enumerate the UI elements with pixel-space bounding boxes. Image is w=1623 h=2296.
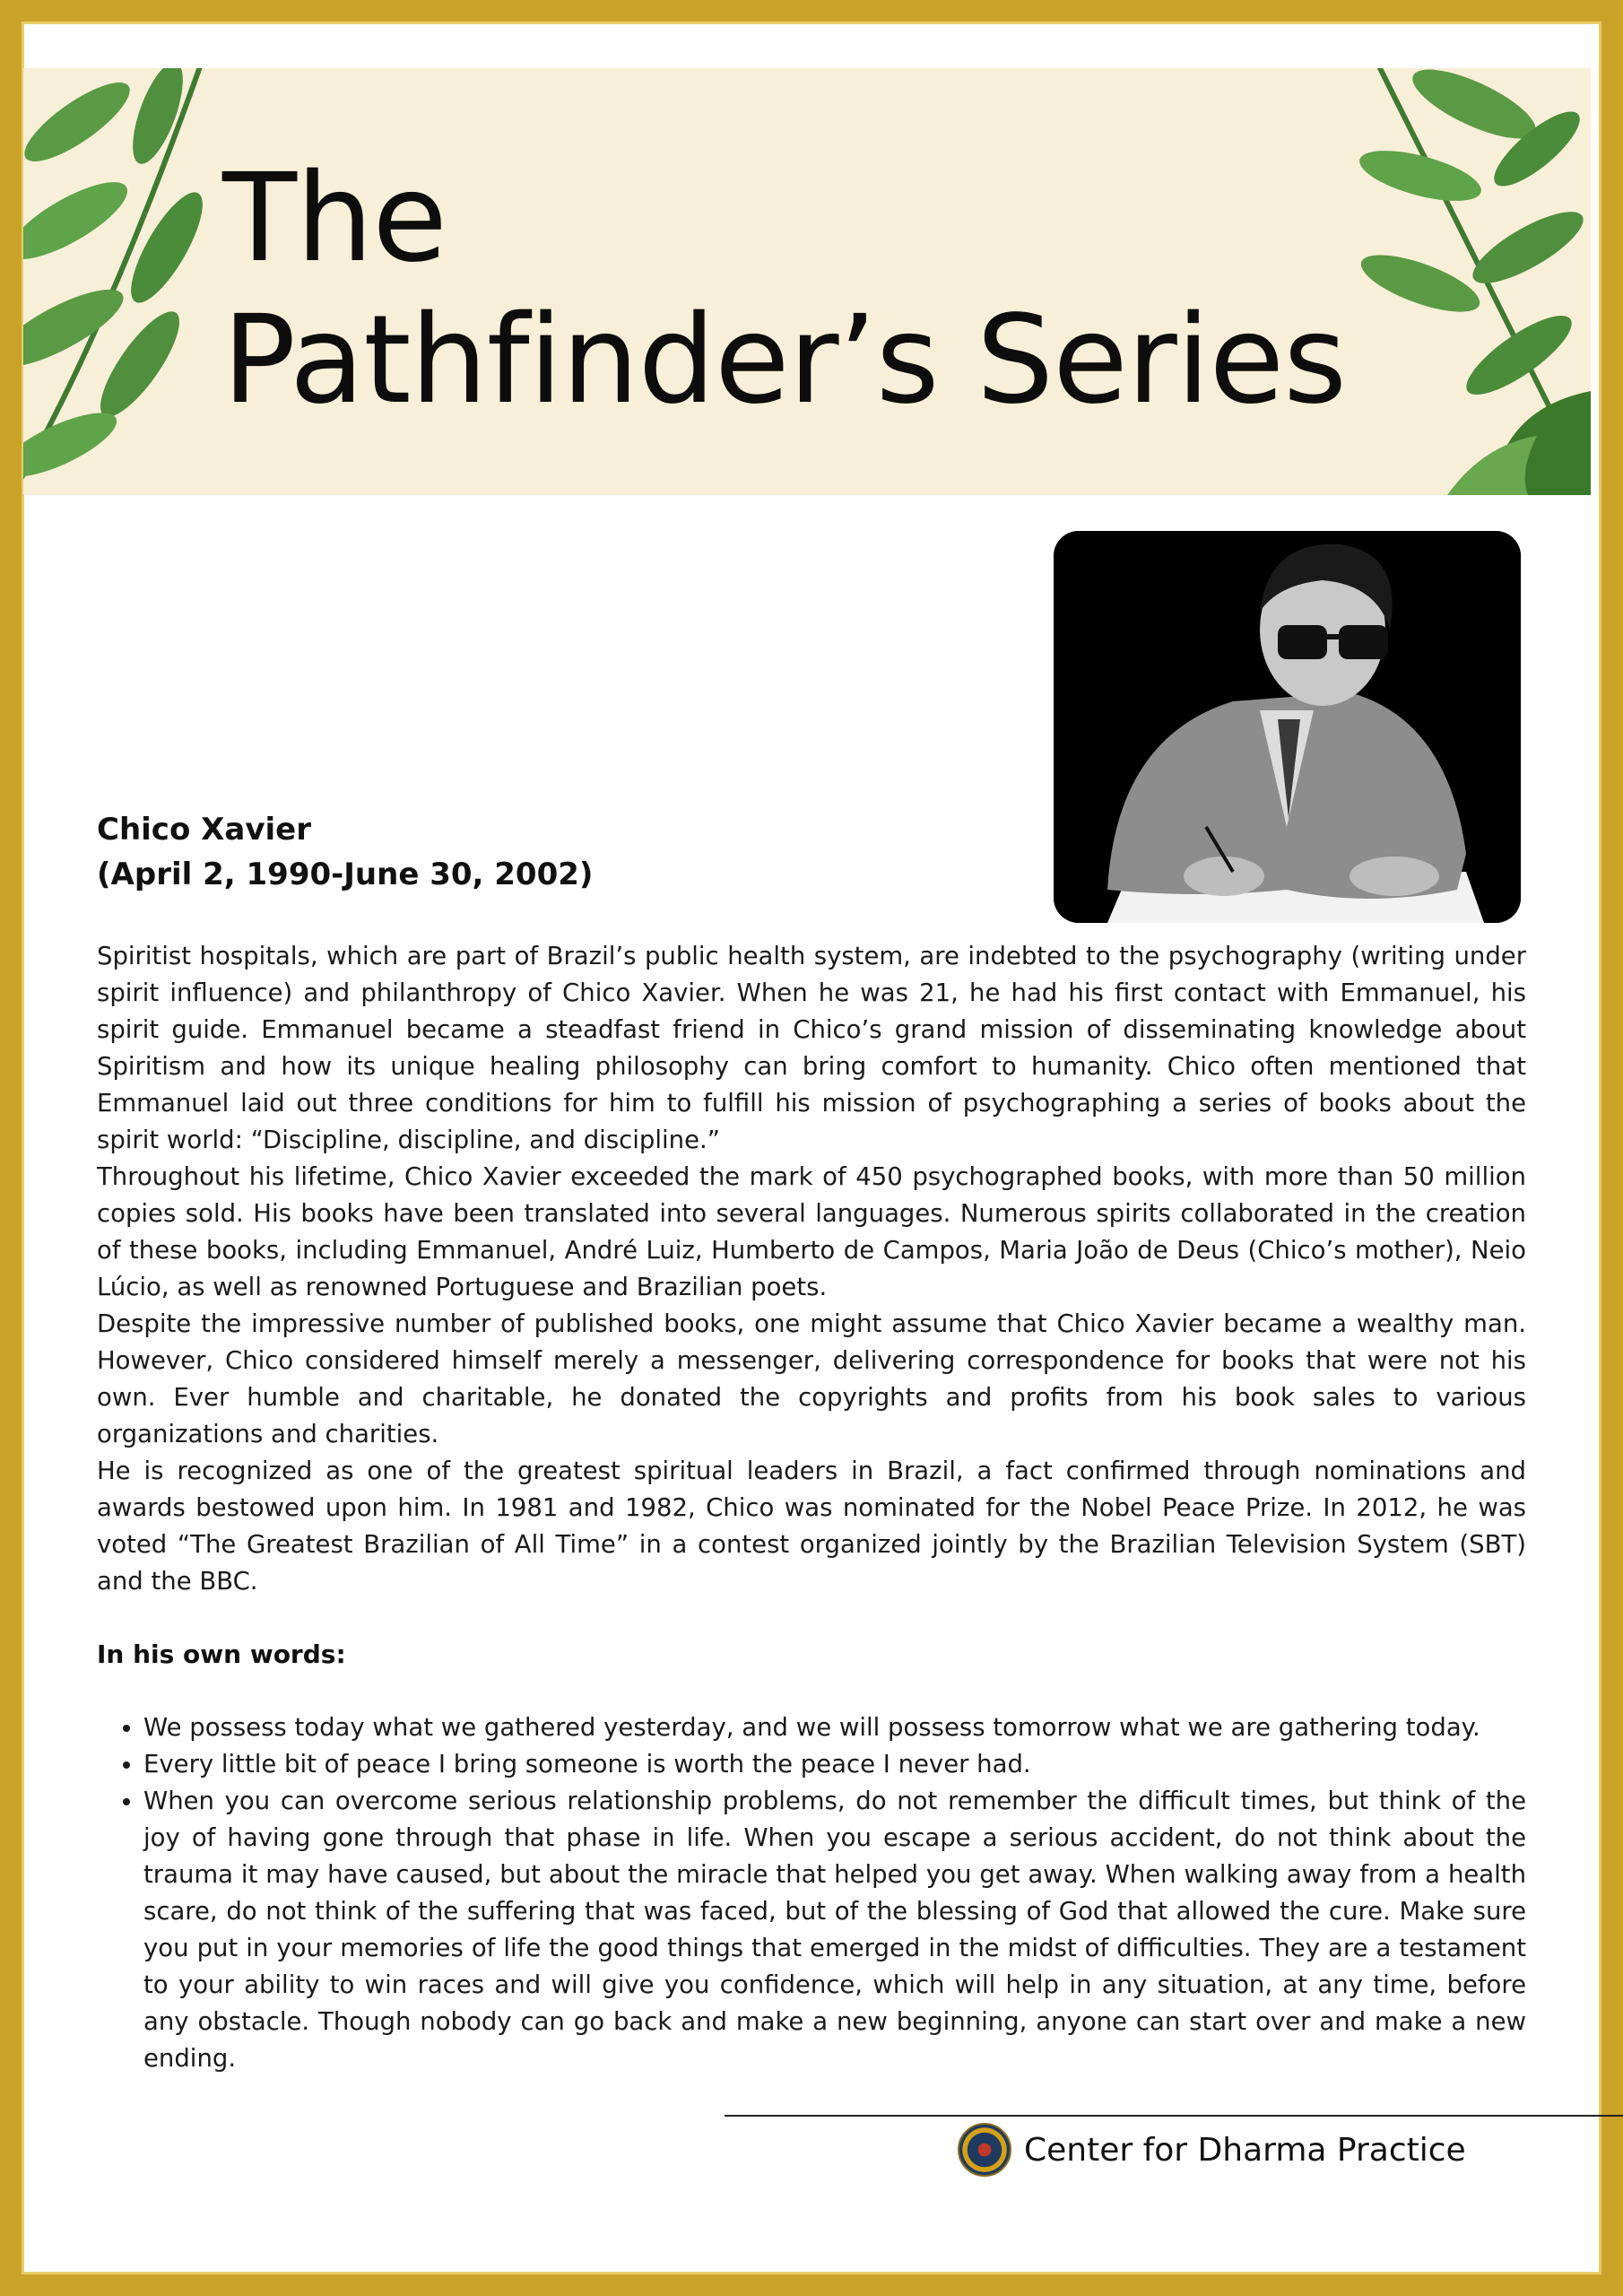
quote-item: • We possess today what we gathered yesterday, and we will possess tomorrow what we are gathering today. <box>143 1709 1526 1746</box>
banner-title-line-1: The <box>222 148 447 290</box>
person-name: Chico Xavier <box>97 812 311 848</box>
bio-paragraph: Throughout his lifetime, Chico Xavier exceeded the mark of 450 psychographed books, with more than 50 million copies sold. His books have been translated into several languages. Numerous spirits collaborated in the creation of these books, including Emmanuel, André Luiz, Humberto de Campos, Maria João de Deus (Chico’s mother), Neio Lúcio, as well as renowned Portuguese and Brazilian poets. <box>97 1162 1526 1301</box>
portrait-photo <box>1054 531 1521 923</box>
quote-item: • When you can overcome serious relationship problems, do not remember the difficult times, but think of the joy of having gone through that phase in life. When you escape a serious accident, do not think about the trauma it may have caused, but about the miracle that helped you get away. When walking away from a health scare, do not think of the suffering that was faced, but of the blessing of God that allowed the cure. Make sure you put in your memories of life the good things that emerged in the midst of difficulties. They are a testament to your ability to win races and will give you confidence, which will help in any situation, at any time, before any obstacle. Though nobody can go back and make a new beginning, anyone can start over and make a new ending. <box>143 1783 1526 2077</box>
quote-item: • Every little bit of peace I bring someone is worth the peace I never had. <box>143 1746 1526 1783</box>
header-banner <box>23 68 1591 495</box>
banner-title-line-2: Pathfinder’s Series <box>222 290 1347 431</box>
footer-brand <box>958 2118 1466 2181</box>
footer-divider <box>725 2115 1623 2117</box>
portrait-photo-icon <box>1054 531 1521 923</box>
own-words-heading: In his own words: <box>97 1639 346 1669</box>
profile-heading <box>97 807 593 897</box>
bio-paragraph: Despite the impressive number of published books, one might assume that Chico Xavier became a wealthy man. However, Chico considered himself merely a messenger, delivering correspondence for books that were not his own. Ever humble and charitable, he donated the copyrights and profits from his book sales to various organizations and charities. <box>97 1309 1526 1448</box>
quote-list <box>97 1709 1526 2077</box>
footer-org-name: Center for Dharma Practice <box>1024 2131 1466 2169</box>
biography-body <box>97 938 1526 1600</box>
bio-paragraph: Spiritist hospitals, which are part of Brazil’s public health system, are indebted to the psychography (writing under spirit influence) and philanthropy of Chico Xavier. When he was 21, he had his first contact with Emmanuel, his spirit guide. Emmanuel became a steadfast friend in Chico’s grand mission of disseminating knowledge about Spiritism and how its unique healing philosophy can bring comfort to humanity. Chico often mentioned that Emmanuel laid out three conditions for him to fulfill his mission of psychographing a series of books about the spirit world: “Discipline, discipline, and discipline.” <box>97 942 1526 1154</box>
bio-paragraph: He is recognized as one of the greatest spiritual leaders in Brazil, a fact confirmed through nominations and awards bestowed upon him. In 1981 and 1982, Chico was nominated for the Nobel Peace Prize. In 2012, he was voted “The Greatest Brazilian of All Time” in a contest organized jointly by the Brazilian Television System (SBT) and the BBC. <box>97 1457 1526 1596</box>
life-dates: (April 2, 1990-June 30, 2002) <box>97 857 594 892</box>
dharma-center-logo-icon <box>958 2123 1011 2177</box>
